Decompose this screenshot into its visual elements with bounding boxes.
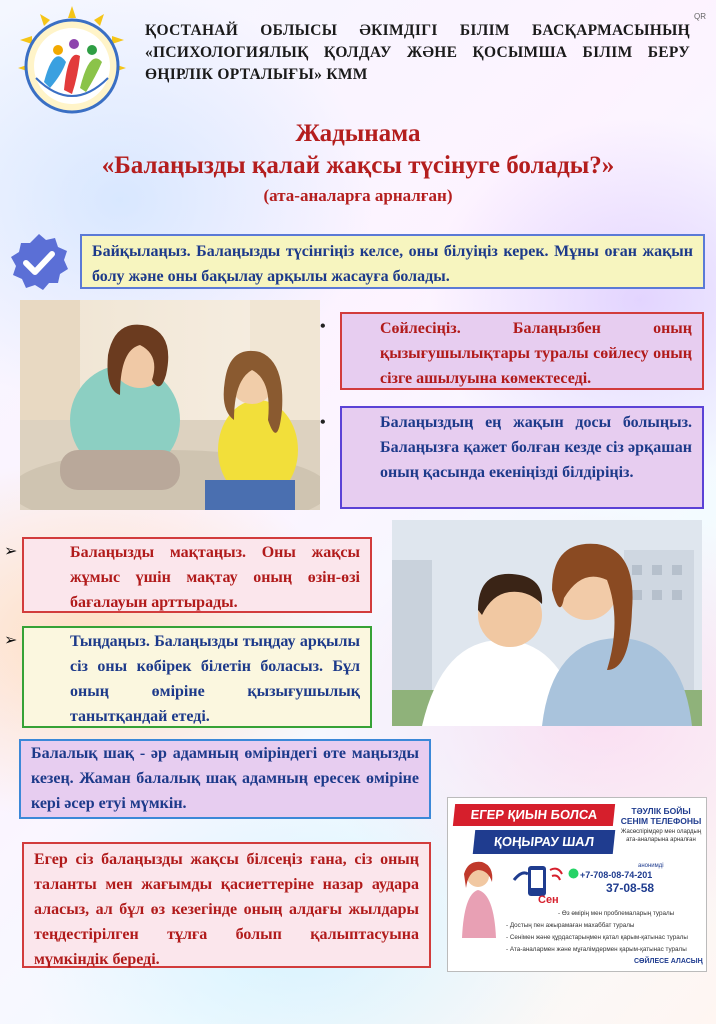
header-line-2: «ПСИХОЛОГИЯЛЫҚ ҚОЛДАУ ЖӘНЕ ҚОСЫМША БІЛІМ БЕРУ [145,44,690,61]
mother-son-photo [392,520,702,726]
poster-phone-local: 37-08-58 [606,881,655,895]
poster-banner-call: ҚОҢЫРАУ ШАЛ [473,830,616,854]
tip-talk: Сөйлесіңіз. Балаңызбен оның қызығушылықтары туралы сөйлесу оның сізге ашылуына көмектеседі. [340,312,704,390]
header-line-3: ӨҢІРЛІК ОРТАЛЫҒЫ» КММ [145,66,368,83]
arrow-bullet-praise: ➢ [4,543,18,560]
sad-child-illustration [454,858,502,938]
poster-topic-3: - Сенімен және құрдастарыңмен қатал қарым-қатынас туралы [506,934,688,941]
whatsapp-icon [568,868,579,879]
mother-daughter-photo [20,300,320,510]
poster-footer: СӨЙЛЕСЕ АЛАСЫҢ [634,958,703,965]
poster-trust-phone-sub: Жасөспірімдер мен олардың ата-аналарына арналған [620,829,702,843]
memo-subtitle: «Балаңызды қалай жақсы түсінуге болады?» [101,152,615,179]
memo-title: Жадынама [295,120,421,147]
tip-friend: Балаңыздың ең жақын досы болыңыз. Балаңызға қажет болған кезде сіз әрқашан оның қасында екеніңізді білдіріңіз. [340,406,704,509]
check-badge-icon [8,232,70,294]
tip-listen: Тыңдаңыз. Балаңызды тыңдау арқылы сіз оны көбірек білетін боласыз. Бұл оның өміріне қызығушылық танытқандай етеді. [22,626,372,728]
bullet-talk: • [320,318,326,335]
memo-audience: (ата-аналарға арналған) [263,186,453,205]
arrow-bullet-listen: ➢ [4,632,18,649]
poster-anonymous: анонимді [638,863,664,869]
poster-banner-if-hard: ЕГЕР ҚИЫН БОЛСА [453,804,615,826]
poster-you: Сен [538,894,559,906]
tip-childhood: Балалық шақ - әр адамның өміріндегі өте маңызды кезең. Жаман балалық шақ адамның ересек өміріне кері әсер етуі мүмкін. [19,739,431,819]
organization-header [145,20,690,86]
tip-observe: Байқылаңыз. Балаңызды түсінгіңіз келсе, оны білуіңіз керек. Мұны оған жақын болу және оны бақылау арқылы жасауға болады. [80,234,705,289]
center-logo [14,4,130,120]
bullet-friend: • [320,414,326,431]
header-line-1: ҚОСТАНАЙ ОБЛЫСЫ ӘКІМДІГІ БІЛІМ БАСҚАРМАСЫНЫҢ [145,22,690,39]
helpline-poster [447,797,707,972]
poster-topic-4: - Ата-аналармен және мұғалімдермен қарым-қатынас туралы [506,946,687,953]
poster-topic-2: - Достың пен ажырамаған махаббат туралы [506,922,635,929]
poster-phone-mobile: +7-708-08-74-201 [580,870,653,880]
tip-talent: Егер сіз балаңызды жақсы білсеңіз ғана, сіз оның таланты мен жағымды қасиеттеріне назар аудара аласыз, ал бұл өз кезегінде оның алдағы жылдары теңдестірілген тұлға болып қалыптасуына мүмкіндік береді. [22,842,431,968]
tip-praise: Балаңызды мақтаңыз. Оны жақсы жұмыс үшін мақтау оның өзін-өзі бағалауын арттырады. [22,537,372,613]
poster-trust-phone-title: ТӘУЛІК БОЙЫ СЕНІМ ТЕЛЕФОНЫ [620,806,702,826]
qr-code-mark: QR [694,12,706,21]
poster-topic-1: - Өз өмірің мен проблемаларың туралы [558,910,675,917]
